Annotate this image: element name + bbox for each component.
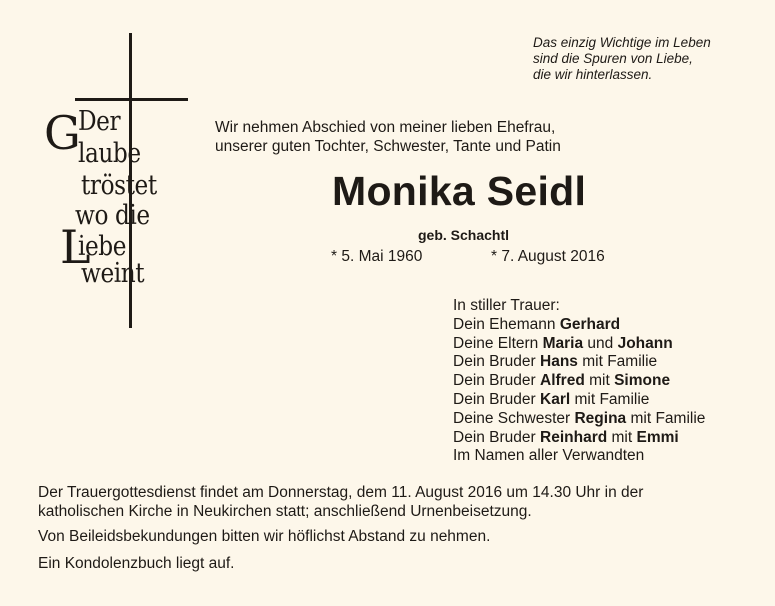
mourner-row: [453, 410, 705, 429]
deceased-name: Monika Seidl: [332, 168, 587, 214]
service-line: Der Trauergottesdienst findet am Donnerstag, dem 11. August 2016 um 14.30 Uhr in der: [38, 484, 644, 501]
service-line: katholischen Kirche in Neukirchen statt; anschließend Urnenbeisetzung.: [38, 503, 532, 520]
relation-suffix: mit: [584, 372, 615, 390]
relation-suffix: mit Familie: [570, 390, 650, 408]
relation-suffix: und: [583, 334, 618, 352]
relation-text: Dein Bruder: [453, 353, 541, 371]
cross-horizontal-beam: [75, 98, 188, 101]
faith-word-troestet: tröstet: [81, 170, 157, 201]
mourners-heading: In stiller Trauer:: [453, 297, 560, 314]
mourner-name: Gerhard: [559, 315, 621, 333]
mourners-list: [453, 297, 705, 466]
mourner-name: Johann: [617, 334, 673, 352]
relation-text: Dein Bruder: [453, 428, 541, 446]
funeral-service-notice: [38, 483, 643, 521]
farewell-intro: [215, 118, 561, 156]
death-date: * 7. August 2016: [491, 248, 605, 265]
intro-line: Wir nehmen Abschied von meiner lieben Ehefrau,: [215, 119, 556, 136]
mourner-name: Emmi: [636, 428, 679, 446]
faith-word-weint: weint: [81, 258, 145, 289]
birth-date: * 5. Mai 1960: [331, 248, 423, 265]
memorial-quote: [533, 35, 763, 83]
mourner-name: Alfred: [540, 372, 585, 390]
faith-word-der: Der: [78, 106, 121, 137]
faith-word-laube: laube: [78, 138, 141, 169]
faith-initial-l: L: [60, 220, 91, 274]
relation-suffix: mit: [607, 428, 637, 446]
relation-text: Deine Schwester: [453, 409, 575, 427]
mourner-row: [453, 391, 705, 410]
mourner-name: Reinhard: [540, 428, 608, 446]
mourner-row: [453, 335, 705, 354]
relation-text: Dein Ehemann: [453, 315, 560, 333]
birth-name: geb. Schachtl: [418, 227, 510, 243]
relation-text: Deine Eltern: [453, 334, 543, 352]
mourners-closing: Im Namen aller Verwandten: [453, 447, 645, 465]
faith-initial-g: G: [44, 106, 81, 160]
relation-text: Dein Bruder: [453, 372, 541, 390]
condolence-book-notice: Ein Kondolenzbuch liegt auf.: [38, 555, 235, 572]
mourner-name: Regina: [574, 409, 627, 427]
mourner-name: Hans: [540, 353, 578, 371]
mourner-name: Karl: [540, 390, 571, 408]
mourner-name: Maria: [542, 334, 584, 352]
mourner-row: [453, 316, 705, 335]
quote-line: sind die Spuren von Liebe,: [533, 51, 693, 66]
mourner-row: [453, 353, 705, 372]
quote-line: die wir hinterlassen.: [533, 67, 653, 82]
faith-word-iebe: iebe: [78, 231, 127, 262]
intro-line: unserer guten Tochter, Schwester, Tante und Patin: [215, 138, 561, 155]
relation-suffix: mit Familie: [626, 409, 706, 427]
mourner-row: [453, 372, 705, 391]
mourner-row: [453, 429, 705, 448]
relation-text: Dein Bruder: [453, 390, 541, 408]
faith-word-wo-die: wo die: [75, 200, 150, 231]
mourner-name: Simone: [614, 372, 671, 390]
quote-line: Das einzig Wichtige im Leben: [533, 35, 711, 50]
relation-suffix: mit Familie: [577, 353, 658, 371]
condolence-notice: Von Beileidsbekundungen bitten wir höflichst Abstand zu nehmen.: [38, 528, 491, 545]
